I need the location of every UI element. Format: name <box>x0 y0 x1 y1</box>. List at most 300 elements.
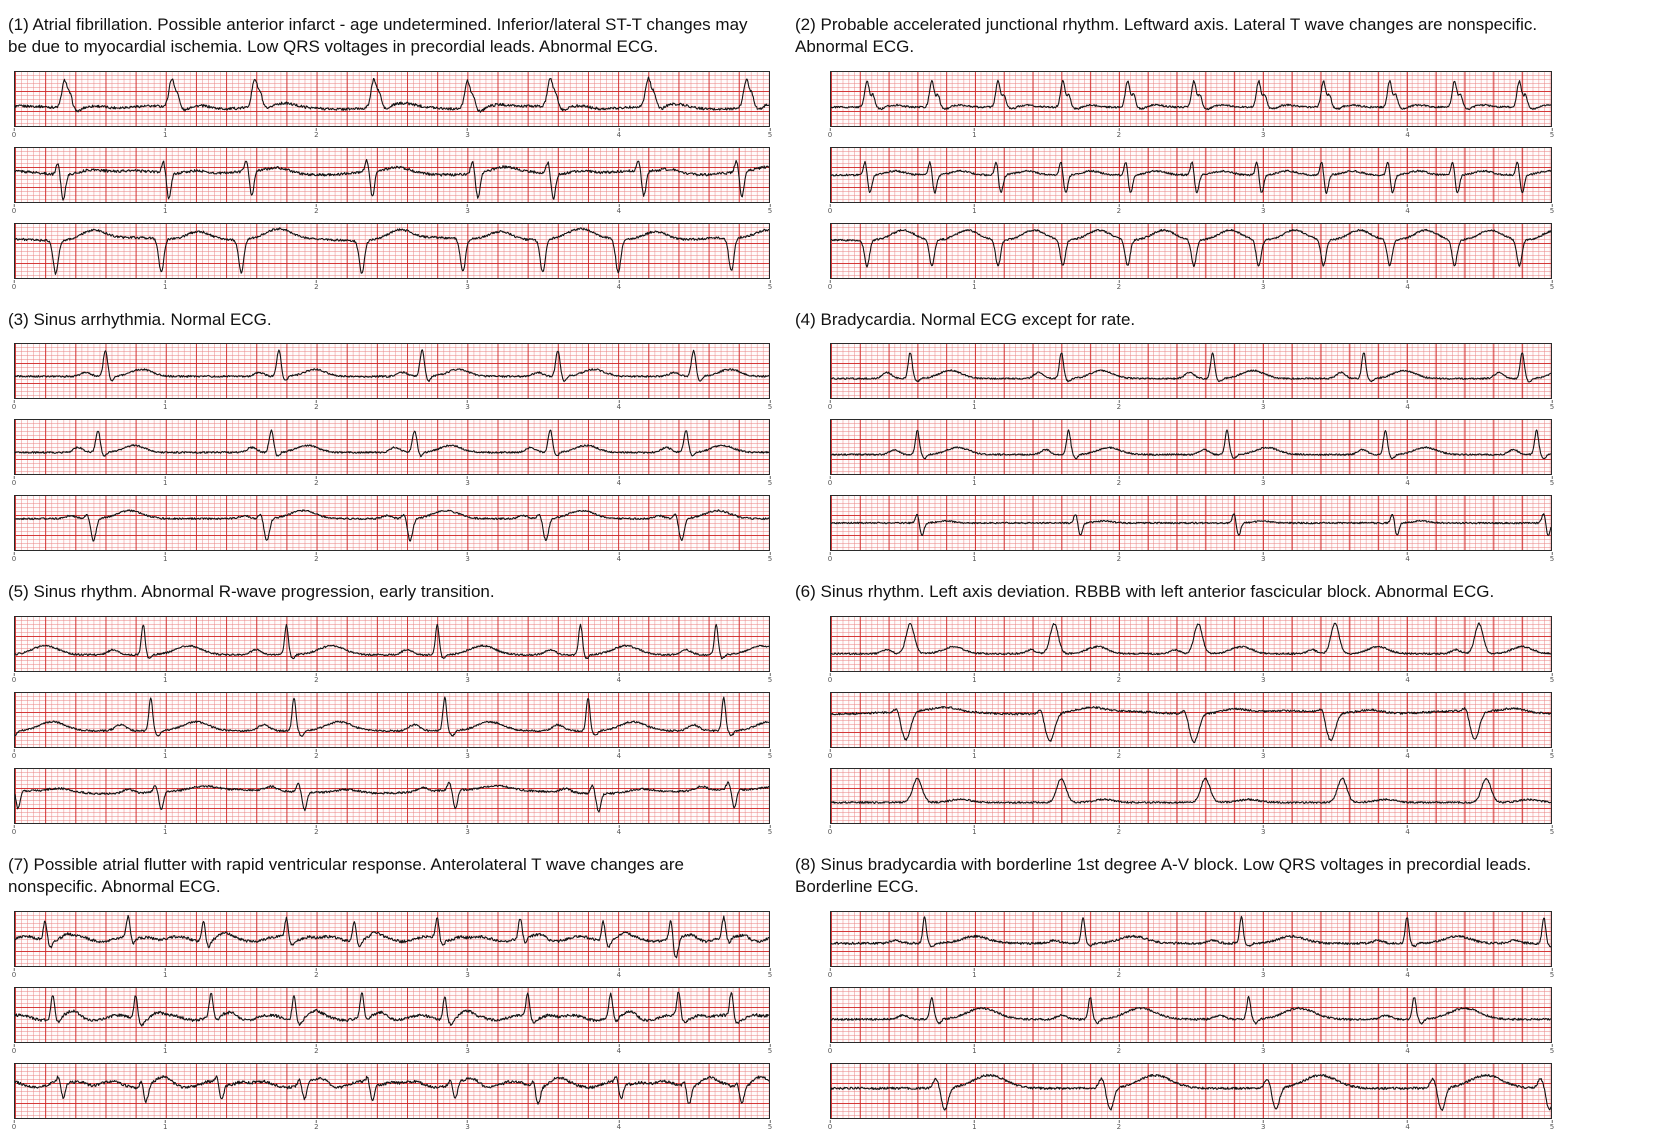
x-axis-tick-label: 0 <box>827 1046 833 1055</box>
x-axis-tick <box>972 476 976 487</box>
x-axis <box>11 128 773 143</box>
x-axis-tick-label: 3 <box>465 751 470 760</box>
x-axis-tick-label: 3 <box>1260 827 1266 836</box>
x-axis-tick-label: 2 <box>1116 206 1122 215</box>
ecg-panel-8 <box>795 844 1661 1139</box>
x-axis <box>11 825 773 840</box>
x-axis <box>827 1044 1555 1059</box>
x-axis-tick-label: 4 <box>616 282 622 291</box>
ecg-trace-svg <box>15 693 769 747</box>
x-axis-tick <box>465 280 469 291</box>
ecg-trace-svg <box>15 988 769 1042</box>
ecg-strip <box>14 343 770 399</box>
ecg-strip-block <box>827 71 1555 143</box>
x-axis-tick <box>163 280 167 291</box>
x-axis-tick-label: 4 <box>1405 206 1410 215</box>
x-axis-tick <box>828 476 832 487</box>
ecg-trace-svg <box>15 769 769 823</box>
x-axis-tick <box>1117 400 1121 411</box>
ecg-strip <box>830 147 1552 203</box>
x-axis-tick-label: 4 <box>1405 555 1410 564</box>
x-axis-tick <box>1117 1120 1121 1131</box>
x-axis-tick <box>972 280 976 291</box>
x-axis-tick-label: 0 <box>827 1122 833 1131</box>
x-axis-tick-label: 5 <box>767 479 773 488</box>
x-axis-tick <box>768 476 772 487</box>
ecg-strips <box>11 71 773 295</box>
x-axis-tick <box>617 1044 621 1055</box>
x-axis-tick-label: 3 <box>1260 130 1266 139</box>
ecg-trace <box>831 430 1551 459</box>
x-axis-tick-label: 0 <box>827 827 833 836</box>
x-axis-tick-label: 0 <box>11 130 17 139</box>
x-axis <box>11 673 773 688</box>
x-axis-tick <box>314 749 318 760</box>
x-axis <box>827 673 1555 688</box>
x-axis-tick <box>12 128 16 139</box>
x-axis-tick <box>828 280 832 291</box>
panel-1-caption: (1) Atrial fibrillation. Possible anterior infarct - age undetermined. Inferior/lateral ST-T changes may be due to myocardial ischemia. Low QRS voltages in precordial leads. Abnormal ECG. <box>8 15 748 57</box>
x-axis-tick-label: 4 <box>616 479 622 488</box>
ecg-trace-svg <box>831 72 1551 126</box>
x-axis-tick-label: 5 <box>1549 282 1555 291</box>
x-axis-tick-label: 0 <box>11 206 17 215</box>
ecg-trace <box>831 161 1551 193</box>
x-axis-tick <box>314 280 318 291</box>
x-axis-tick <box>465 552 469 563</box>
ecg-trace-svg <box>15 224 769 278</box>
x-axis-tick <box>768 1120 772 1131</box>
x-axis <box>827 1120 1555 1135</box>
x-axis-tick-label: 5 <box>1549 1122 1555 1131</box>
x-axis-tick <box>1550 552 1554 563</box>
x-axis-tick <box>1405 673 1409 684</box>
x-axis-tick-label: 0 <box>827 206 833 215</box>
x-axis-tick <box>1550 204 1554 215</box>
ecg-trace-svg <box>831 1064 1551 1118</box>
panel-4-caption: (4) Bradycardia. Normal ECG except for rate. <box>795 309 1136 329</box>
x-axis-tick-label: 0 <box>827 751 833 760</box>
x-axis-tick-label: 5 <box>767 1122 773 1131</box>
x-axis-tick-label: 2 <box>1116 1046 1122 1055</box>
x-axis-tick <box>314 204 318 215</box>
x-axis-tick <box>617 1120 621 1131</box>
x-axis-tick <box>972 400 976 411</box>
x-axis-tick-label: 1 <box>162 827 168 836</box>
x-axis-tick-label: 0 <box>11 555 17 564</box>
x-axis-tick-label: 4 <box>616 1046 622 1055</box>
x-axis-tick <box>1117 476 1121 487</box>
x-axis-tick-label: 4 <box>616 970 622 979</box>
ecg-strip-block <box>827 911 1555 983</box>
x-axis-tick <box>1261 128 1265 139</box>
ecg-strip <box>830 71 1552 127</box>
ecg-trace <box>831 353 1551 382</box>
x-axis <box>827 128 1555 143</box>
x-axis-tick-label: 3 <box>1260 206 1266 215</box>
x-axis-tick-label: 4 <box>616 130 622 139</box>
ecg-trace-svg <box>15 344 769 398</box>
ecg-trace-svg <box>831 617 1551 671</box>
x-axis-tick-label: 1 <box>972 675 977 684</box>
x-axis-tick <box>972 673 976 684</box>
x-axis <box>827 749 1555 764</box>
x-axis-tick <box>163 1044 167 1055</box>
ecg-trace-svg <box>15 912 769 966</box>
x-axis-tick-label: 5 <box>767 827 773 836</box>
x-axis-tick <box>1117 280 1121 291</box>
panel-3-caption: (3) Sinus arrhythmia. Normal ECG. <box>8 309 272 329</box>
ecg-trace-svg <box>831 344 1551 398</box>
x-axis-tick <box>465 673 469 684</box>
x-axis <box>11 476 773 491</box>
ecg-trace <box>15 992 769 1026</box>
ecg-strips <box>827 911 1555 1135</box>
x-axis-tick-label: 1 <box>972 1122 977 1131</box>
x-axis-tick <box>972 128 976 139</box>
ecg-strip <box>830 987 1552 1043</box>
x-axis-tick-label: 1 <box>162 1122 168 1131</box>
ecg-strip <box>14 616 770 672</box>
x-axis-tick-label: 1 <box>162 1046 168 1055</box>
x-axis-tick-label: 2 <box>314 1046 319 1055</box>
ecg-trace-svg <box>831 912 1551 966</box>
x-axis-tick-label: 4 <box>616 675 622 684</box>
ecg-strip-block <box>827 692 1555 764</box>
x-axis-tick <box>314 673 318 684</box>
x-axis-tick-label: 5 <box>1549 1046 1555 1055</box>
x-axis-tick-label: 2 <box>1116 970 1122 979</box>
x-axis-tick <box>828 749 832 760</box>
ecg-strip-block <box>11 987 773 1059</box>
ecg-trace <box>831 229 1551 267</box>
x-axis-tick-label: 1 <box>972 555 977 564</box>
x-axis-tick <box>972 968 976 979</box>
x-axis-tick-label: 4 <box>616 206 622 215</box>
ecg-strip <box>14 692 770 748</box>
x-axis-tick-label: 5 <box>767 1046 773 1055</box>
x-axis-tick-label: 5 <box>767 206 773 215</box>
ecg-strips <box>827 343 1555 567</box>
x-axis-tick-label: 3 <box>465 827 470 836</box>
x-axis-tick <box>163 128 167 139</box>
x-axis-tick-label: 0 <box>11 282 17 291</box>
x-axis-tick <box>617 552 621 563</box>
x-axis-tick-label: 2 <box>314 827 319 836</box>
x-axis-tick-label: 4 <box>1405 1046 1410 1055</box>
x-axis-tick <box>828 400 832 411</box>
ecg-panel-4 <box>795 299 1661 571</box>
ecg-trace <box>15 624 769 659</box>
ecg-trace-svg <box>831 420 1551 474</box>
x-axis-tick <box>314 476 318 487</box>
x-axis-tick <box>1261 1044 1265 1055</box>
x-axis-tick <box>163 1120 167 1131</box>
ecg-strip <box>14 419 770 475</box>
ecg-trace-svg <box>831 769 1551 823</box>
x-axis-tick <box>1117 825 1121 836</box>
x-axis-tick <box>1261 1120 1265 1131</box>
x-axis-tick-label: 3 <box>1260 403 1266 412</box>
ecg-strip-block <box>11 343 773 415</box>
x-axis-tick-label: 0 <box>827 130 833 139</box>
x-axis-tick <box>617 825 621 836</box>
x-axis-tick-label: 1 <box>972 970 977 979</box>
x-axis-tick <box>1405 476 1409 487</box>
x-axis-tick <box>1405 1120 1409 1131</box>
x-axis-tick <box>828 128 832 139</box>
x-axis-tick-label: 1 <box>972 282 977 291</box>
panel-5-caption: (5) Sinus rhythm. Abnormal R-wave progression, early transition. <box>8 582 495 602</box>
x-axis-tick-label: 1 <box>972 751 977 760</box>
x-axis-tick <box>314 400 318 411</box>
x-axis-tick <box>828 1120 832 1131</box>
x-axis-tick-label: 4 <box>616 403 622 412</box>
ecg-strip-block <box>11 419 773 491</box>
ecg-strip-block <box>827 1063 1555 1135</box>
ecg-strip-block <box>827 147 1555 219</box>
x-axis-tick <box>768 749 772 760</box>
x-axis-tick-label: 5 <box>1549 970 1555 979</box>
x-axis-tick-label: 0 <box>827 555 833 564</box>
x-axis-tick-label: 4 <box>1405 282 1410 291</box>
x-axis-tick-label: 1 <box>972 1046 977 1055</box>
ecg-strip <box>14 495 770 551</box>
x-axis-tick-label: 2 <box>314 1122 319 1131</box>
ecg-strip-block <box>11 147 773 219</box>
x-axis-tick-label: 3 <box>465 282 470 291</box>
x-axis-tick <box>163 400 167 411</box>
x-axis-tick <box>12 552 16 563</box>
x-axis <box>11 1120 773 1135</box>
x-axis <box>827 476 1555 491</box>
x-axis-tick <box>163 552 167 563</box>
x-axis-tick <box>12 400 16 411</box>
x-axis <box>827 400 1555 415</box>
x-axis-tick <box>163 968 167 979</box>
ecg-strips <box>11 616 773 840</box>
x-axis-tick-label: 5 <box>1549 130 1555 139</box>
x-axis-tick-label: 4 <box>616 1122 622 1131</box>
x-axis-tick-label: 1 <box>972 827 977 836</box>
x-axis-tick-label: 1 <box>162 751 168 760</box>
x-axis-tick <box>1261 825 1265 836</box>
x-axis-tick-label: 1 <box>162 479 168 488</box>
ecg-strip <box>14 768 770 824</box>
x-axis-tick <box>314 1120 318 1131</box>
x-axis-tick <box>617 968 621 979</box>
ecg-trace <box>15 697 769 736</box>
x-axis-tick-label: 4 <box>1405 970 1410 979</box>
x-axis-tick <box>163 673 167 684</box>
x-axis-tick-label: 0 <box>827 479 833 488</box>
x-axis-tick <box>1550 1120 1554 1131</box>
ecg-strip <box>830 768 1552 824</box>
x-axis-tick <box>1405 128 1409 139</box>
ecg-strip <box>14 223 770 279</box>
ecg-trace <box>15 782 769 812</box>
x-axis-tick <box>972 552 976 563</box>
ecg-trace <box>15 228 769 275</box>
x-axis-tick-label: 2 <box>314 403 319 412</box>
x-axis-tick <box>768 825 772 836</box>
x-axis-tick <box>1261 400 1265 411</box>
x-axis-tick <box>465 1044 469 1055</box>
x-axis-tick <box>1117 1044 1121 1055</box>
ecg-panel-5 <box>0 571 781 843</box>
x-axis-tick <box>828 204 832 215</box>
x-axis-tick <box>972 825 976 836</box>
x-axis-tick <box>1405 749 1409 760</box>
ecg-strip-block <box>11 616 773 688</box>
x-axis-tick-label: 0 <box>11 1046 17 1055</box>
ecg-strip <box>830 419 1552 475</box>
x-axis-tick <box>163 825 167 836</box>
ecg-strip <box>14 147 770 203</box>
x-axis-tick <box>1261 673 1265 684</box>
x-axis-tick-label: 2 <box>1116 1122 1122 1131</box>
x-axis-tick <box>828 968 832 979</box>
x-axis-tick-label: 2 <box>1116 555 1122 564</box>
x-axis-tick <box>768 400 772 411</box>
x-axis-tick-label: 4 <box>1405 403 1410 412</box>
x-axis-tick-label: 2 <box>314 555 319 564</box>
x-axis-tick-label: 5 <box>767 675 773 684</box>
ecg-trace <box>831 916 1551 947</box>
ecg-strip <box>830 1063 1552 1119</box>
x-axis-tick <box>1117 968 1121 979</box>
ecg-strips <box>11 343 773 567</box>
x-axis-tick <box>1261 968 1265 979</box>
ecg-strip <box>14 987 770 1043</box>
x-axis-tick-label: 0 <box>827 282 833 291</box>
ecg-strip-block <box>11 71 773 143</box>
ecg-trace <box>831 778 1551 803</box>
ecg-trace <box>15 430 769 457</box>
x-axis-tick <box>465 128 469 139</box>
x-axis-tick <box>1405 552 1409 563</box>
x-axis-tick <box>1405 280 1409 291</box>
x-axis <box>11 552 773 567</box>
x-axis-tick <box>163 476 167 487</box>
x-axis-tick <box>1405 204 1409 215</box>
x-axis-tick-label: 3 <box>1260 751 1266 760</box>
x-axis-tick-label: 2 <box>1116 130 1122 139</box>
x-axis-tick <box>465 476 469 487</box>
ecg-panel-6 <box>795 571 1661 843</box>
ecg-trace-svg <box>831 496 1551 550</box>
ecg-trace <box>831 514 1551 536</box>
x-axis <box>11 968 773 983</box>
x-axis <box>11 1044 773 1059</box>
x-axis-tick-label: 2 <box>314 675 319 684</box>
x-axis-tick-label: 4 <box>1405 130 1410 139</box>
ecg-trace <box>831 80 1551 109</box>
x-axis-tick <box>1550 749 1554 760</box>
ecg-trace <box>15 159 769 200</box>
ecg-panel-7 <box>0 844 781 1139</box>
ecg-strip-block <box>827 768 1555 840</box>
ecg-trace-svg <box>831 693 1551 747</box>
x-axis-tick-label: 1 <box>972 130 977 139</box>
x-axis-tick <box>768 552 772 563</box>
ecg-strip-block <box>827 419 1555 491</box>
x-axis <box>11 280 773 295</box>
x-axis-tick-label: 5 <box>767 282 773 291</box>
x-axis-tick <box>465 968 469 979</box>
ecg-trace-svg <box>15 148 769 202</box>
x-axis-tick <box>12 280 16 291</box>
ecg-trace-svg <box>831 988 1551 1042</box>
x-axis-tick <box>163 749 167 760</box>
ecg-trace <box>831 706 1551 742</box>
x-axis-tick-label: 5 <box>767 403 773 412</box>
panel-6-caption: (6) Sinus rhythm. Left axis deviation. RBBB with left anterior fascicular block. Abnormal ECG. <box>795 582 1495 602</box>
ecg-strip-block <box>11 223 773 295</box>
x-axis-tick-label: 5 <box>1549 479 1555 488</box>
x-axis-tick-label: 3 <box>465 403 470 412</box>
x-axis-tick-label: 0 <box>11 479 17 488</box>
ecg-strip-block <box>11 495 773 567</box>
x-axis-tick-label: 3 <box>465 555 470 564</box>
x-axis-tick-label: 2 <box>1116 751 1122 760</box>
x-axis-tick-label: 1 <box>162 282 168 291</box>
x-axis-tick <box>1117 673 1121 684</box>
x-axis-tick <box>972 204 976 215</box>
x-axis-tick <box>768 128 772 139</box>
x-axis-tick-label: 4 <box>1405 675 1410 684</box>
x-axis-tick <box>1117 552 1121 563</box>
ecg-strip <box>830 616 1552 672</box>
ecg-trace-svg <box>15 496 769 550</box>
x-axis-tick <box>314 1044 318 1055</box>
x-axis-tick <box>1550 673 1554 684</box>
x-axis-tick-label: 0 <box>827 970 833 979</box>
x-axis-tick <box>617 749 621 760</box>
x-axis-tick <box>1405 825 1409 836</box>
x-axis-tick <box>768 968 772 979</box>
x-axis-tick-label: 3 <box>465 1046 470 1055</box>
x-axis-tick-label: 2 <box>1116 282 1122 291</box>
x-axis-tick-label: 0 <box>11 675 17 684</box>
x-axis-tick-label: 0 <box>11 1122 17 1131</box>
x-axis-tick-label: 2 <box>314 751 319 760</box>
ecg-trace-svg <box>15 1064 769 1118</box>
x-axis-tick-label: 4 <box>1405 751 1410 760</box>
x-axis-tick <box>1261 280 1265 291</box>
x-axis <box>827 968 1555 983</box>
x-axis-tick <box>617 128 621 139</box>
x-axis-tick <box>972 1120 976 1131</box>
x-axis-tick-label: 2 <box>314 130 319 139</box>
x-axis-tick-label: 5 <box>1549 827 1555 836</box>
x-axis <box>827 552 1555 567</box>
ecg-strip-block <box>827 343 1555 415</box>
x-axis-tick-label: 4 <box>1405 827 1410 836</box>
x-axis-tick-label: 2 <box>1116 403 1122 412</box>
ecg-trace-svg <box>831 148 1551 202</box>
x-axis-tick-label: 3 <box>1260 282 1266 291</box>
x-axis-tick <box>1550 1044 1554 1055</box>
x-axis-tick-label: 2 <box>314 970 319 979</box>
x-axis-tick <box>12 476 16 487</box>
x-axis-tick-label: 2 <box>314 479 319 488</box>
x-axis-tick-label: 4 <box>616 555 622 564</box>
x-axis-tick <box>768 204 772 215</box>
x-axis-tick <box>617 400 621 411</box>
ecg-strip <box>830 495 1552 551</box>
ecg-trace <box>831 1074 1551 1110</box>
